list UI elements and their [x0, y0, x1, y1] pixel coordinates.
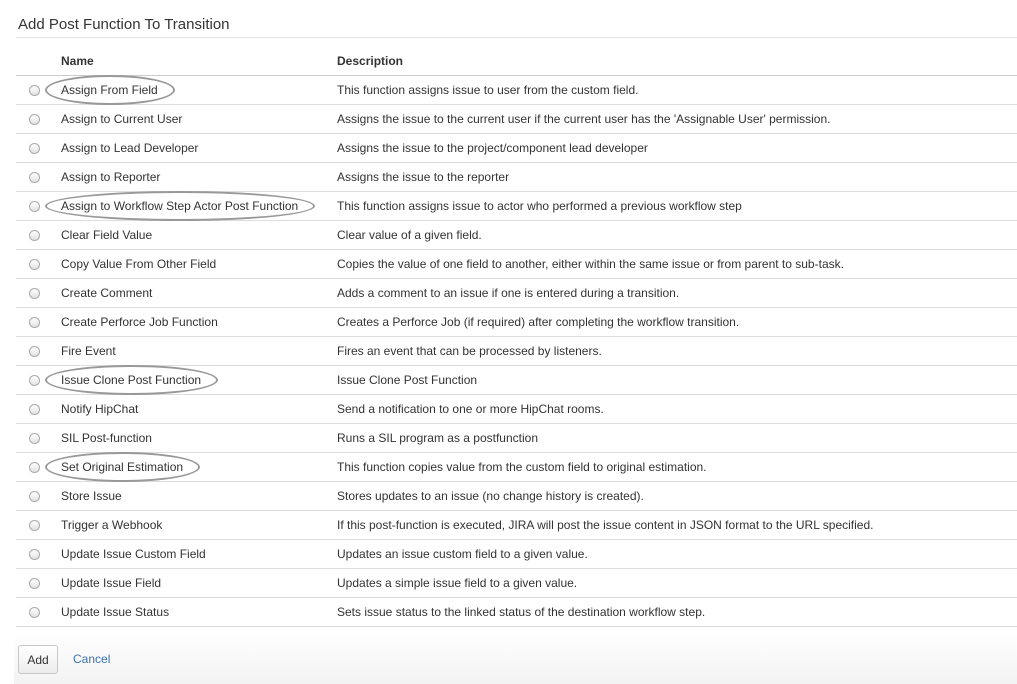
- function-name: Update Issue Field: [61, 576, 162, 590]
- table-row[interactable]: [16, 395, 1017, 424]
- function-description: Fires an event that can be processed by listeners.: [337, 337, 1017, 366]
- radio-cell: [16, 395, 61, 424]
- function-name: Copy Value From Other Field: [61, 257, 217, 271]
- circled-annotation: [61, 199, 298, 213]
- function-radio-button[interactable]: [29, 607, 40, 618]
- function-radio-button[interactable]: [29, 462, 40, 473]
- radio-cell: [16, 163, 61, 192]
- function-description: Creates a Perforce Job (if required) after completing the workflow transition.: [337, 308, 1017, 337]
- function-radio-button[interactable]: [29, 288, 40, 299]
- radio-cell: [16, 105, 61, 134]
- radio-cell: [16, 279, 61, 308]
- function-radio-button[interactable]: [29, 491, 40, 502]
- name-column-header: Name: [61, 47, 337, 76]
- function-name: Create Perforce Job Function: [61, 315, 218, 329]
- function-description: Sets issue status to the linked status of the destination workflow step.: [337, 598, 1017, 627]
- name-wrapper: [61, 576, 161, 590]
- post-function-table: [16, 47, 1017, 627]
- function-description: Copies the value of one field to another, either within the same issue or from parent to sub-task.: [337, 250, 1017, 279]
- function-name: Assign From Field: [61, 83, 158, 97]
- name-wrapper: [61, 518, 162, 532]
- function-radio-button[interactable]: [29, 172, 40, 183]
- name-wrapper: [61, 112, 182, 126]
- radio-cell: [16, 540, 61, 569]
- function-name: SIL Post-function: [61, 431, 152, 445]
- table-row[interactable]: [16, 221, 1017, 250]
- function-description: If this post-function is executed, JIRA will post the issue content in JSON format to the URL specified.: [337, 511, 1017, 540]
- name-cell: [61, 511, 337, 540]
- name-cell: [61, 221, 337, 250]
- function-name: Assign to Current User: [61, 112, 183, 126]
- name-wrapper: [61, 228, 152, 242]
- name-wrapper: [61, 402, 138, 416]
- name-wrapper: [61, 431, 152, 445]
- function-description: Clear value of a given field.: [337, 221, 1017, 250]
- function-description: Assigns the issue to the project/component lead developer: [337, 134, 1017, 163]
- function-name: Assign to Reporter: [61, 170, 161, 184]
- name-cell: [61, 366, 337, 395]
- function-description: Updates an issue custom field to a given value.: [337, 540, 1017, 569]
- table-row[interactable]: [16, 511, 1017, 540]
- function-name: Notify HipChat: [61, 402, 139, 416]
- description-column-header: Description: [337, 47, 1017, 76]
- function-radio-button[interactable]: [29, 578, 40, 589]
- name-cell: [61, 453, 337, 482]
- table-row[interactable]: [16, 598, 1017, 627]
- function-description: Send a notification to one or more HipChat rooms.: [337, 395, 1017, 424]
- name-cell: [61, 134, 337, 163]
- table-row[interactable]: [16, 540, 1017, 569]
- name-cell: [61, 163, 337, 192]
- function-description: Updates a simple issue field to a given value.: [337, 569, 1017, 598]
- dialog-footer: [14, 631, 1017, 684]
- function-description: Adds a comment to an issue if one is entered during a transition.: [337, 279, 1017, 308]
- table-body: [16, 76, 1017, 627]
- function-description: This function copies value from the custom field to original estimation.: [337, 453, 1017, 482]
- table-row[interactable]: [16, 366, 1017, 395]
- table-row[interactable]: [16, 279, 1017, 308]
- function-radio-button[interactable]: [29, 375, 40, 386]
- name-cell: [61, 250, 337, 279]
- name-cell: [61, 569, 337, 598]
- name-wrapper: [61, 315, 218, 329]
- function-radio-button[interactable]: [29, 230, 40, 241]
- table-row[interactable]: [16, 105, 1017, 134]
- function-radio-button[interactable]: [29, 317, 40, 328]
- radio-cell: [16, 424, 61, 453]
- table-row[interactable]: [16, 163, 1017, 192]
- function-description: Assigns the issue to the reporter: [337, 163, 1017, 192]
- name-wrapper: [61, 489, 122, 503]
- function-radio-button[interactable]: [29, 201, 40, 212]
- function-name: Assign to Lead Developer: [61, 141, 199, 155]
- name-wrapper: [61, 547, 206, 561]
- function-description: This function assigns issue to user from the custom field.: [337, 76, 1017, 105]
- radio-cell: [16, 482, 61, 511]
- name-cell: [61, 337, 337, 366]
- radio-cell: [16, 134, 61, 163]
- circled-annotation: [61, 460, 183, 474]
- name-wrapper: [61, 344, 116, 358]
- function-name: Set Original Estimation: [61, 460, 184, 474]
- function-radio-button[interactable]: [29, 346, 40, 357]
- name-wrapper: [61, 170, 160, 184]
- circled-annotation: [61, 373, 201, 387]
- name-cell: [61, 308, 337, 337]
- function-radio-button[interactable]: [29, 433, 40, 444]
- name-wrapper: [61, 286, 152, 300]
- radio-cell: [16, 250, 61, 279]
- function-name: Trigger a Webhook: [61, 518, 163, 532]
- table-row[interactable]: [16, 482, 1017, 511]
- table-row[interactable]: [16, 192, 1017, 221]
- name-cell: [61, 395, 337, 424]
- name-cell: [61, 482, 337, 511]
- table-row[interactable]: [16, 569, 1017, 598]
- table-row[interactable]: [16, 134, 1017, 163]
- table-header-row: [16, 47, 1017, 76]
- function-radio-button[interactable]: [29, 143, 40, 154]
- function-name: Update Issue Custom Field: [61, 547, 206, 561]
- function-name: Update Issue Status: [61, 605, 170, 619]
- radio-cell: [16, 337, 61, 366]
- table-row[interactable]: [16, 308, 1017, 337]
- function-description: Runs a SIL program as a postfunction: [337, 424, 1017, 453]
- function-name: Fire Event: [61, 344, 116, 358]
- header-divider: [16, 37, 1017, 38]
- function-name: Issue Clone Post Function: [61, 373, 202, 387]
- radio-cell: [16, 221, 61, 250]
- function-name: Clear Field Value: [61, 228, 153, 242]
- name-cell: [61, 598, 337, 627]
- table-row[interactable]: [16, 337, 1017, 366]
- name-cell: [61, 279, 337, 308]
- radio-column-header: [16, 47, 61, 76]
- circled-annotation: [61, 83, 158, 97]
- function-radio-button[interactable]: [29, 404, 40, 415]
- function-name: Assign to Workflow Step Actor Post Function: [61, 199, 299, 213]
- function-name: Store Issue: [61, 489, 122, 503]
- table-row[interactable]: [16, 250, 1017, 279]
- table-row[interactable]: [16, 76, 1017, 105]
- name-cell: [61, 540, 337, 569]
- name-cell: [61, 424, 337, 453]
- function-description: Issue Clone Post Function: [337, 366, 1017, 395]
- name-wrapper: [61, 605, 169, 619]
- function-description: This function assigns issue to actor who performed a previous workflow step: [337, 192, 1017, 221]
- radio-cell: [16, 569, 61, 598]
- name-cell: [61, 76, 337, 105]
- function-radio-button[interactable]: [29, 114, 40, 125]
- cancel-link[interactable]: Cancel: [73, 652, 111, 666]
- function-radio-button[interactable]: [29, 549, 40, 560]
- add-button[interactable]: Add: [18, 645, 58, 674]
- function-name: Create Comment: [61, 286, 153, 300]
- function-description: Assigns the issue to the current user if the current user has the 'Assignable User' permission.: [337, 105, 1017, 134]
- dialog-title: Add Post Function To Transition: [18, 16, 230, 33]
- table-row[interactable]: [16, 424, 1017, 453]
- name-wrapper: [61, 257, 216, 271]
- name-wrapper: [61, 141, 198, 155]
- function-radio-button[interactable]: [29, 259, 40, 270]
- function-radio-button[interactable]: [29, 520, 40, 531]
- function-radio-button[interactable]: [29, 85, 40, 96]
- name-cell: [61, 105, 337, 134]
- name-cell: [61, 192, 337, 221]
- function-description: Stores updates to an issue (no change history is created).: [337, 482, 1017, 511]
- radio-cell: [16, 511, 61, 540]
- radio-cell: [16, 308, 61, 337]
- table-row[interactable]: [16, 453, 1017, 482]
- radio-cell: [16, 598, 61, 627]
